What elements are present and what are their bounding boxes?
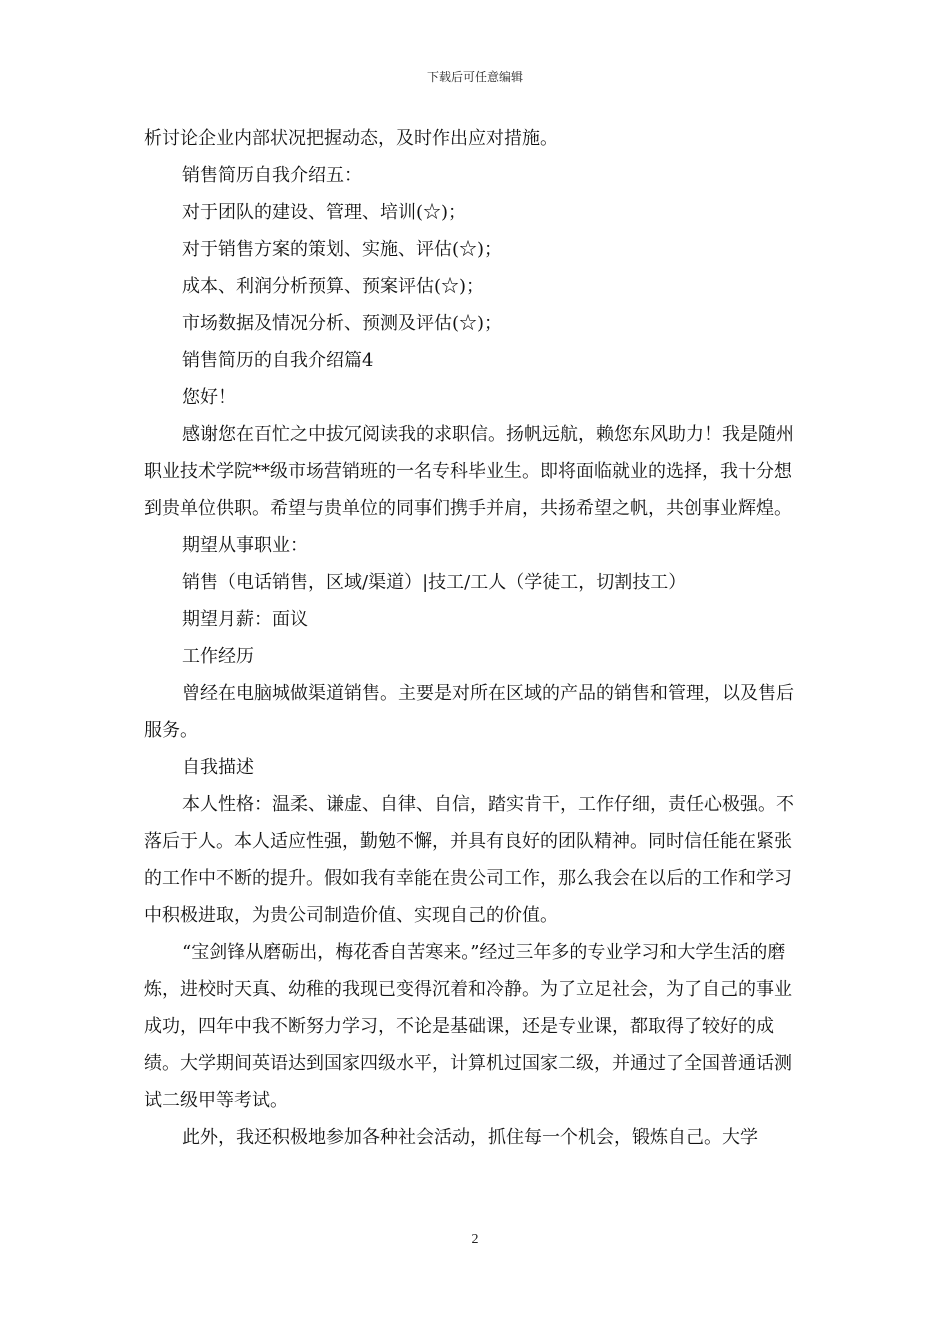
paragraph: 期望月薪：面议 — [182, 609, 308, 630]
paragraph: 曾经在电脑城做渠道销售。主要是对所在区域的产品的销售和管理，以及售后服务。 — [144, 683, 794, 741]
paragraph: 对于团队的建设、管理、培训(☆)； — [182, 202, 467, 223]
paragraph: 销售简历自我介绍五： — [182, 165, 362, 186]
paragraph: 成本、利润分析预算、预案评估(☆)； — [182, 276, 485, 297]
document-body — [144, 120, 808, 1156]
paragraph: 工作经历 — [182, 646, 254, 667]
paragraph: 此外，我还积极地参加各种社会活动，抓住每一个机会，锻炼自己。大学 — [182, 1127, 758, 1148]
paragraph: 销售（电话销售，区域/渠道）|技工/工人（学徒工，切割技工） — [182, 572, 687, 593]
paragraph: 自我描述 — [182, 757, 254, 778]
page-number: 2 — [471, 1232, 479, 1247]
paragraph: 感谢您在百忙之中拔冗阅读我的求职信。扬帆远航，赖您东风助力！我是随州职业技术学院**级市场营销班的一名专科毕业生。即将面临就业的选择，我十分想到贵单位供职。希望与贵单位的同事们携手并肩，共扬希望之帆，共创事业辉煌。 — [144, 424, 794, 519]
page-header: 下载后可任意编辑 — [426, 70, 523, 84]
paragraph: 您好！ — [182, 387, 236, 408]
paragraph: 销售简历的自我介绍篇4 — [182, 350, 374, 371]
paragraph: 析讨论企业内部状况把握动态，及时作出应对措施。 — [144, 128, 558, 149]
paragraph: 本人性格：温柔、谦虚、自律、自信，踏实肯干，工作仔细，责任心极强。不落后于人。本人适应性强，勤勉不懈，并具有良好的团队精神。同时信任能在紧张的工作中不断的提升。假如我有幸能在贵公司工作，那么我会在以后的工作和学习中积极进取，为贵公司制造价值、实现自己的价值。 — [144, 794, 794, 926]
paragraph: 期望从事职业： — [182, 535, 308, 556]
paragraph: 对于销售方案的策划、实施、评估(☆)； — [182, 239, 503, 260]
paragraph: “宝剑锋从磨砺出，梅花香自苦寒来。”经过三年多的专业学习和大学生活的磨炼，进校时天真、幼稚的我现已变得沉着和冷静。为了立足社会，为了自己的事业成功，四年中我不断努力学习，不论是基础课，还是专业课，都取得了较好的成绩。大学期间英语达到国家四级水平，计算机过国家二级，并通过了全国普通话测试二级甲等考试。 — [144, 942, 792, 1111]
paragraph: 市场数据及情况分析、预测及评估(☆)； — [182, 313, 503, 334]
